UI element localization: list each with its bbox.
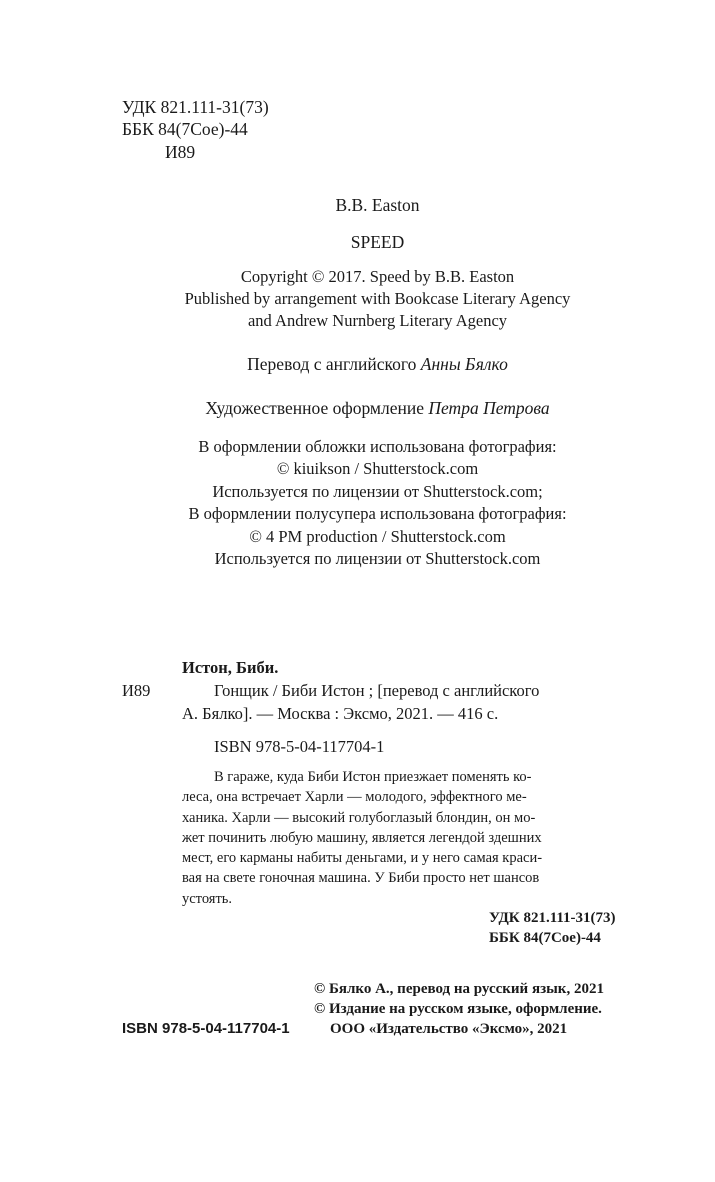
footer-copyright-line: © Бялко А., перевод на русский язык, 2021 [314,981,604,997]
annotation-line: мест, его карманы набиты деньгами, и у него самая краси- [182,850,543,867]
author-name: B.B. Easton [335,195,420,215]
footer-copyright-line: ООО «Издательство «Эксмо», 2021 [330,1021,568,1037]
photo-credit-line: Используется по лицензии от Shutterstock.com; [212,482,543,501]
design-prefix: Художественное оформление [205,398,424,418]
footer-copyright-line: © Издание на русском языке, оформление. [314,1001,602,1017]
author-mark: И89 [165,142,196,162]
catalog-udk: УДК 821.111-31(73) [489,910,616,926]
annotation-line: ханика. Харли — высокий голубоглазый блондин, он мо- [182,809,536,826]
catalog-description-line: А. Бялко]. — Москва : Эксмо, 2021. — 416 с. [182,704,499,723]
translation-prefix: Перевод с английского [247,354,417,374]
annotation-line: В гараже, куда Биби Истон приезжает поменять ко- [214,769,532,785]
catalog-isbn: ISBN 978-5-04-117704-1 [214,737,385,756]
catalog-description-line: Гонщик / Биби Истон ; [перевод с английского [214,681,540,700]
designer-name: Петра Петрова [428,398,550,418]
translation-credit [0,353,715,375]
catalog-heading: Истон, Биби. [182,658,279,677]
photo-credit-line: В оформлении полусупера использована фотография: [188,504,567,523]
photo-credit-line: © kiuikson / Shutterstock.com [276,459,479,478]
copyright-line: Published by arrangement with Bookcase Literary Agency [184,289,571,308]
footer-isbn: ISBN 978-5-04-117704-1 [122,1020,290,1037]
copyright-line: and Andrew Nurnberg Literary Agency [247,311,508,330]
annotation-line: вая на свете гоночная машина. У Биби просто нет шансов [182,870,540,887]
photo-credit-line: © 4 PM production / Shutterstock.com [249,527,506,546]
translator-name: Анны Бялко [420,354,508,374]
bbk-code: ББК 84(7Сое)-44 [122,119,248,139]
copyright-line: Copyright © 2017. Speed by B.B. Easton [240,267,515,286]
udk-code: УДК 821.111-31(73) [122,97,269,117]
annotation-line: устоять. [182,890,233,907]
photo-credit-line: В оформлении обложки использована фотография: [198,437,557,456]
annotation [182,767,632,909]
book-title: SPEED [350,232,405,252]
catalog-bbk: ББК 84(7Сое)-44 [489,930,601,946]
annotation-line: леса, она встречает Харли — молодого, эффектного ме- [182,789,527,806]
annotation-line: жет починить любую машину, является легендой здешних [182,829,542,846]
design-credit [0,397,715,419]
catalog-mark: И89 [122,681,151,700]
photo-credit-line: Используется по лицензии от Shutterstock.com [214,549,541,568]
